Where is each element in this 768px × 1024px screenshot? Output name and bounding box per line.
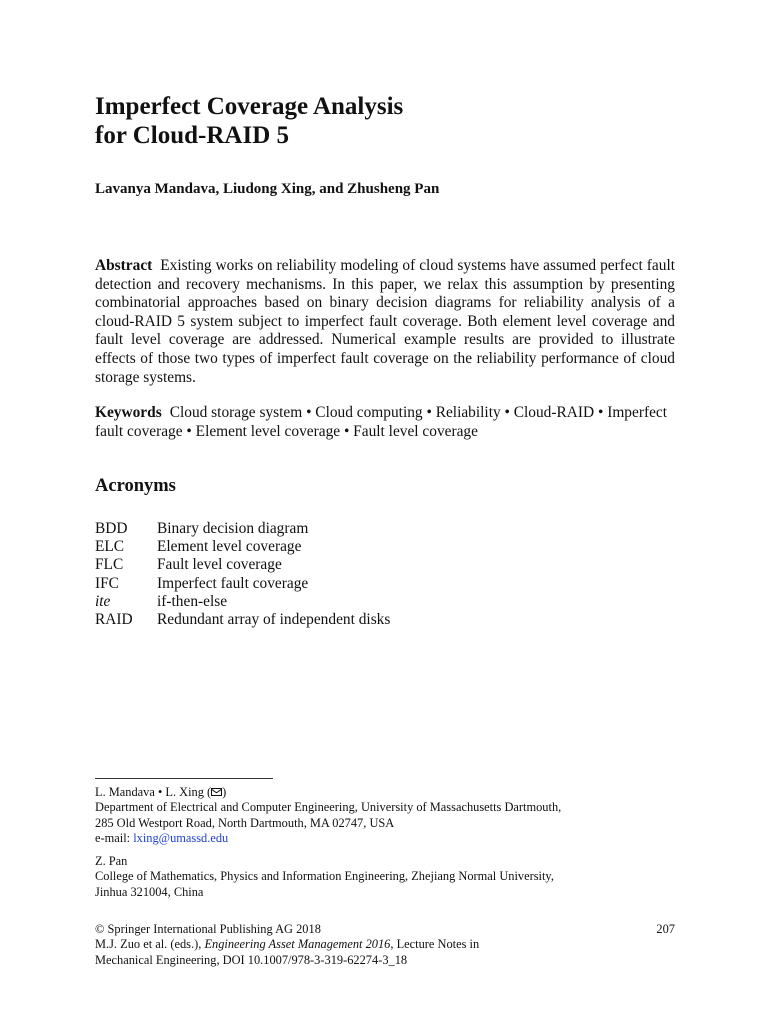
page-number: 207 xyxy=(656,922,675,936)
acronym-row xyxy=(95,556,390,574)
abstract xyxy=(95,257,675,387)
email-link[interactable]: lxing@umassd.edu xyxy=(133,831,229,846)
acronym-expansion: Fault level coverage xyxy=(157,556,282,574)
acronym-row xyxy=(95,575,390,593)
acronym-abbr: BDD xyxy=(95,520,128,537)
acronym-row xyxy=(95,520,390,538)
paper-title xyxy=(95,92,403,150)
author-list: Lavanya Mandava, Liudong Xing, and Zhusheng Pan xyxy=(95,181,440,197)
affiliation-address: Jinhua 321004, China xyxy=(95,884,204,899)
page-footer xyxy=(95,922,675,968)
keywords-text: Cloud storage system • Cloud computing • Reliability • Cloud-RAID • Imperfect fault coverage • Element level coverage • Fault level coverage xyxy=(95,404,668,440)
acronym-expansion: Binary decision diagram xyxy=(157,520,309,537)
affiliation-names: Z. Pan xyxy=(95,854,128,868)
acronym-expansion: Element level coverage xyxy=(157,538,302,556)
acronym-row xyxy=(95,538,390,556)
acronym-abbr: FLC xyxy=(95,556,124,574)
acronym-abbr: IFC xyxy=(95,574,119,592)
acronym-expansion: if-then-else xyxy=(157,592,228,610)
acronym-expansion: Redundant array of independent disks xyxy=(157,611,391,629)
acronym-expansion: Imperfect fault coverage xyxy=(157,574,309,592)
affiliation-department: College of Mathematics, Physics and Information Engineering, Zhejiang Normal University, xyxy=(95,869,554,884)
footnote-divider xyxy=(95,778,273,779)
acronyms-list xyxy=(95,520,390,629)
acronym-abbr: ELC xyxy=(95,538,125,556)
abstract-label: Abstract xyxy=(95,257,153,274)
affiliation-block-1 xyxy=(95,785,561,847)
citation-series: , Lecture Notes in xyxy=(390,937,480,952)
citation-doi-line: Mechanical Engineering, DOI 10.1007/978-3-319-62274-3_18 xyxy=(95,952,408,967)
affiliation-names xyxy=(95,785,561,800)
citation-line xyxy=(95,937,675,952)
affiliation-names-text: L. Mandava • L. Xing ( xyxy=(95,785,212,799)
acronyms-heading: Acronyms xyxy=(95,476,176,496)
acronym-row xyxy=(95,593,390,611)
email-label: e-mail: xyxy=(95,831,134,846)
affiliation-department: Department of Electrical and Computer Engineering, University of Massachusetts Dartmouth, xyxy=(95,800,562,815)
acronym-abbr: RAID xyxy=(95,611,133,629)
affiliation-email-line xyxy=(95,831,561,846)
keywords-label: Keywords xyxy=(95,404,162,421)
keywords xyxy=(95,403,675,441)
title-line-1: Imperfect Coverage Analysis xyxy=(95,93,404,120)
copyright-line: © Springer International Publishing AG 2018 xyxy=(95,922,321,936)
acronym-abbr: ite xyxy=(95,592,111,610)
citation-book-title: Engineering Asset Management 2016 xyxy=(204,937,391,952)
title-line-2: for Cloud-RAID 5 xyxy=(95,122,289,149)
citation-editors: M.J. Zuo et al. (eds.), xyxy=(95,937,205,952)
affiliation-block-2 xyxy=(95,854,554,900)
abstract-text: Existing works on reliability modeling of cloud systems have assumed perfect fault detection and recovery mechanisms. In this paper, we relax this assumption by presenting combinatorial approaches based on binary decision diagrams for reliability analysis of a cloud-RAID 5 system subject to imperfect fault coverage. Both element level coverage and fault level coverage are addressed. Numerical example results are provided to illustrate effects of those two types of imperfect fault coverage on the reliability performance of cloud storage systems. xyxy=(95,257,675,386)
envelope-icon xyxy=(211,788,222,796)
acronym-row xyxy=(95,611,390,629)
affiliation-address: 285 Old Westport Road, North Dartmouth, MA 02747, USA xyxy=(95,815,395,830)
affiliation-names-close: ) xyxy=(222,785,227,799)
